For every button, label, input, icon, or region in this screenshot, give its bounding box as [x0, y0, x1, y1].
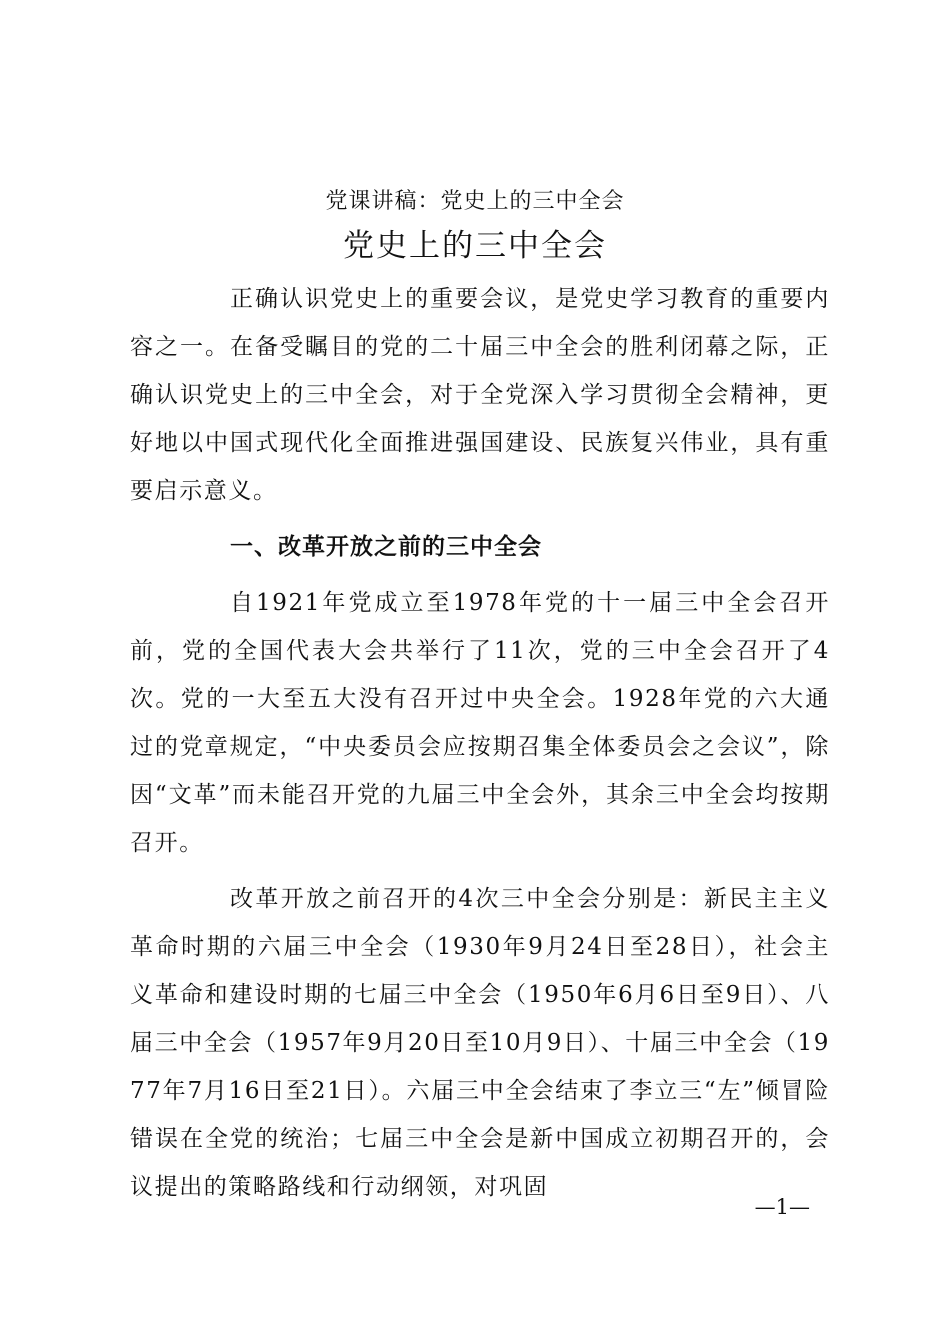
document-title: 党史上的三中全会 [343, 228, 607, 264]
document-subtitle: 党课讲稿：党史上的三中全会 [325, 189, 625, 214]
page-number: —1— [754, 1195, 810, 1219]
document-body [130, 275, 830, 1211]
body-paragraph: 自1921年党成立至1978年党的十一届三中全会召开前，党的全国代表大会共举行了11次，党的三中全会召开了4次。党的一大至五大没有召开过中央全会。1928年党的六大通过的党章规定，“中央委员会应按期召集全体委员会之会议”，除因“文革”而未能召开党的九届三中全会外，其余三中全会均按期召开。 [130, 590, 830, 856]
intro-paragraph: 正确认识党史上的重要会议，是党史学习教育的重要内容之一。在备受瞩目的党的二十届三中全会的胜利闭幕之际，正确认识党史上的三中全会，对于全党深入学习贯彻全会精神，更好地以中国式现代化全面推进强国建设、民族复兴伟业，具有重要启示意义。 [130, 286, 830, 504]
section-heading: 一、改革开放之前的三中全会 [230, 534, 542, 560]
body-paragraph: 改革开放之前召开的4次三中全会分别是：新民主主义革命时期的六届三中全会（1930年9月24日至28日），社会主义革命和建设时期的七届三中全会（1950年6月6日至9日）、八届三中全会（1957年9月20日至10月9日）、十届三中全会（1977年7月16日至21日）。六届三中全会结束了李立三“左”倾冒险错误在全党的统治；七届三中全会是新中国成立初期召开的，会议提出的策略路线和行动纲领，对巩固 [130, 886, 830, 1200]
